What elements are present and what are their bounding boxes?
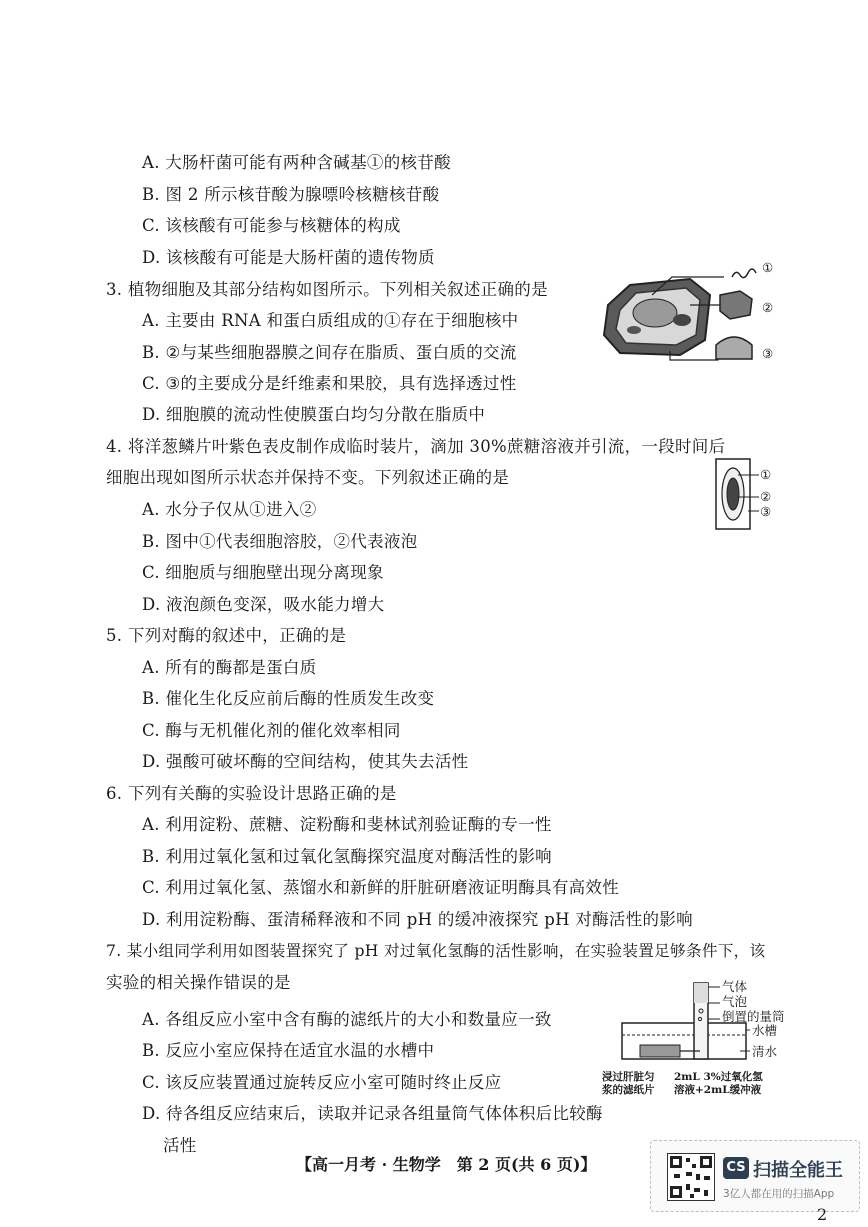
question-5-stem: 5. 下列对酶的叙述中，正确的是 <box>106 626 347 645</box>
fig4-label-1: ① <box>760 467 772 482</box>
option-5a: A. 所有的酶都是蛋白质 <box>142 658 317 677</box>
question-4-stem-cont: 细胞出现如图所示状态并保持不变。下列叙述正确的是 <box>106 468 510 487</box>
option-4a: A. 水分子仅从①进入② <box>142 500 317 519</box>
question-3-stem: 3. 植物细胞及其部分结构如图所示。下列相关叙述正确的是 <box>106 280 548 299</box>
fig7-caption-left-1: 浸过肝脏匀 <box>602 1071 655 1083</box>
fig7-caption-right-1: 2mL 3%过氧化氢 <box>674 1071 763 1083</box>
option-2b: B. 图 2 所示核苷酸为腺嘌呤核糖核苷酸 <box>142 185 440 204</box>
option-5d: D. 强酸可破坏酶的空间结构，使其失去活性 <box>142 752 469 771</box>
page-number: 2 <box>817 1205 828 1224</box>
page-footer: 【高一月考 · 生物学 第 2 页(共 6 页)】 <box>296 1155 597 1174</box>
option-6a: A. 利用淀粉、蔗糖、淀粉酶和斐林试剂验证酶的专一性 <box>142 815 552 834</box>
option-7b: B. 反应小室应保持在适宜水温的水槽中 <box>142 1041 435 1060</box>
scanner-watermark <box>650 1140 860 1212</box>
plasmolysis-figure <box>712 455 786 533</box>
option-5c: C. 酶与无机催化剂的催化效率相同 <box>142 721 401 740</box>
option-2d: D. 该核酸有可能是大肠杆菌的遗传物质 <box>142 248 435 267</box>
option-2a: A. 大肠杆菌可能有两种含碱基①的核苷酸 <box>142 153 451 172</box>
fig3-label-2: ② <box>762 300 774 315</box>
fig7-caption-right-2: 溶液+2mL缓冲液 <box>674 1084 762 1096</box>
option-6d: D. 利用淀粉酶、蛋清稀释液和不同 pH 的缓冲液探究 pH 对酶活性的影响 <box>142 910 693 929</box>
option-3b: B. ②与某些细胞器膜之间存在脂质、蛋白质的交流 <box>142 343 517 362</box>
fig7-label-gas: 气体 <box>722 979 748 994</box>
question-7-stem-cont: 实验的相关操作错误的是 <box>106 973 291 992</box>
fig3-label-1: ① <box>762 260 774 275</box>
option-3c: C. ③的主要成分是纤维素和果胶，具有选择透过性 <box>142 374 517 393</box>
option-7d-cont: 活性 <box>163 1136 197 1155</box>
qr-code-icon <box>667 1153 715 1201</box>
fig7-label-bubble: 气泡 <box>722 994 748 1009</box>
question-4-stem: 4. 将洋葱鳞片叶紫色表皮制作成临时装片，滴加 30%蔗糖溶液并引流，一段时间后 <box>106 437 726 456</box>
plant-cell-figure <box>600 255 800 370</box>
option-7a: A. 各组反应小室中含有酶的滤纸片的大小和数量应一致 <box>142 1010 552 1029</box>
scanner-app-name: 扫描全能王 <box>753 1160 843 1181</box>
plasmolysis-illustration <box>712 455 786 533</box>
option-7c: C. 该反应装置通过旋转反应小室可随时终止反应 <box>142 1073 502 1092</box>
fig7-caption-left-2: 浆的滤纸片 <box>602 1084 655 1096</box>
fig7-label-cylinder: 倒置的量筒 <box>722 1009 785 1024</box>
option-4b: B. 图中①代表细胞溶胶，②代表液泡 <box>142 532 418 551</box>
option-6c: C. 利用过氧化氢、蒸馏水和新鲜的肝脏研磨液证明酶具有高效性 <box>142 878 620 897</box>
option-3a: A. 主要由 RNA 和蛋白质组成的①存在于细胞核中 <box>142 311 519 330</box>
option-5b: B. 催化生化反应前后酶的性质发生改变 <box>142 689 435 708</box>
option-4d: D. 液泡颜色变深，吸水能力增大 <box>142 595 385 614</box>
option-7d: D. 待各组反应结束后，读取并记录各组量筒气体体积后比较酶 <box>142 1104 603 1123</box>
fig7-label-water: 清水 <box>752 1044 778 1059</box>
option-3d: D. 细胞膜的流动性使膜蛋白均匀分散在脂质中 <box>142 405 486 424</box>
apparatus-figure <box>600 975 790 1100</box>
option-2c: C. 该核酸有可能参与核糖体的构成 <box>142 216 401 235</box>
option-4c: C. 细胞质与细胞壁出现分离现象 <box>142 563 384 582</box>
fig7-label-tank: 水槽 <box>752 1023 778 1038</box>
fig4-label-2: ② <box>760 489 772 504</box>
question-7-stem: 7. 某小组同学利用如图装置探究了 pH 对过氧化氢酶的活性影响，在实验装置足够条件下，该 <box>106 942 766 960</box>
question-6-stem: 6. 下列有关酶的实验设计思路正确的是 <box>106 784 397 803</box>
cs-logo-icon: CS <box>723 1157 749 1179</box>
fig3-label-3: ③ <box>762 346 774 361</box>
fig4-label-3: ③ <box>760 504 772 519</box>
scanner-app-tagline: 3亿人都在用的扫描App <box>723 1188 835 1200</box>
option-6b: B. 利用过氧化氢和过氧化氢酶探究温度对酶活性的影响 <box>142 847 552 866</box>
